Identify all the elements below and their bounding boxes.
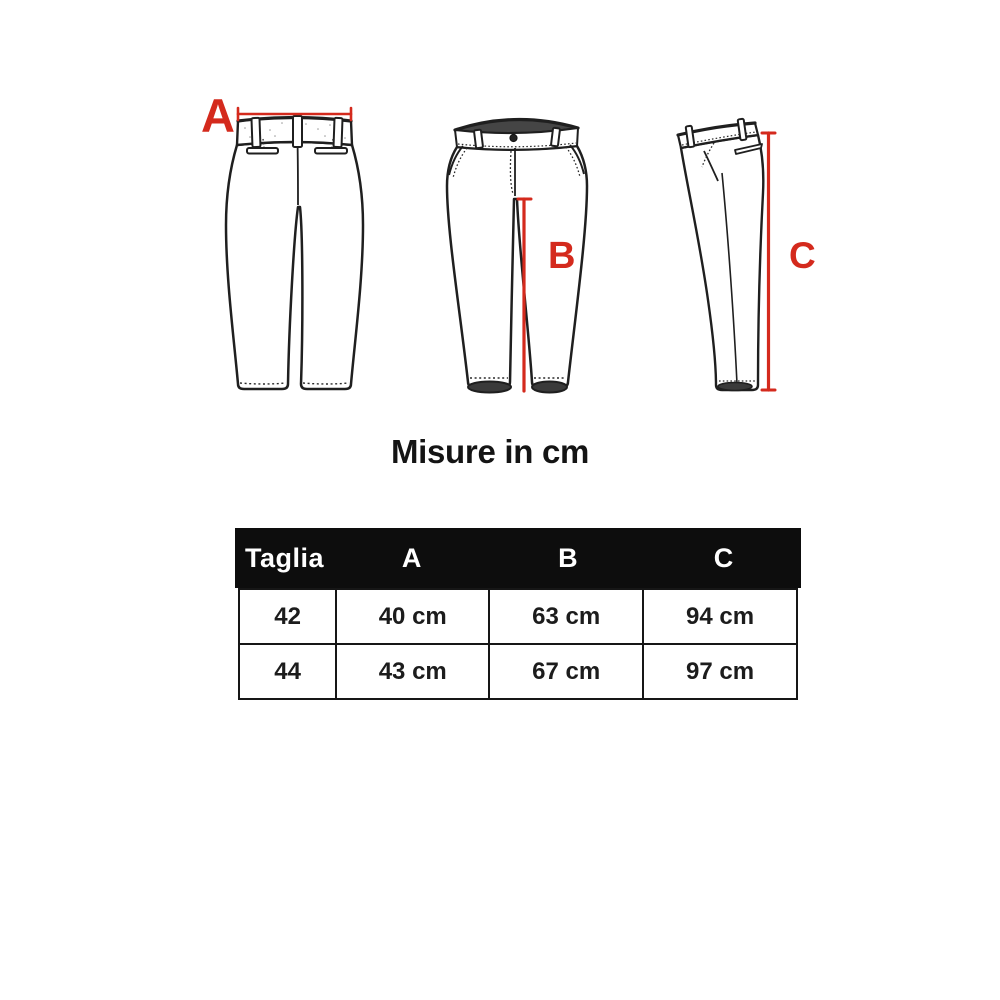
header-cell-taglia: Taglia — [245, 542, 325, 573]
cell-size: 44 — [240, 645, 337, 698]
cell-measure-a: 40 cm — [337, 590, 490, 643]
hem-openings — [468, 382, 567, 393]
cell-measure-a: 43 cm — [337, 645, 490, 698]
table-row-size-44 — [240, 645, 796, 698]
header-cell-a: A — [401, 542, 422, 573]
size-table-header — [235, 528, 801, 588]
pants-front-view-diagram — [435, 95, 635, 405]
measure-label-a: A — [201, 89, 235, 142]
header-cell-b: B — [558, 542, 579, 573]
header-cell-c: C — [713, 542, 734, 573]
measure-label-b: B — [548, 235, 576, 277]
page-title: Misure in cm — [390, 433, 590, 470]
size-table — [238, 528, 798, 700]
measure-label-c: C — [789, 235, 816, 276]
cell-measure-b: 63 cm — [490, 590, 644, 643]
hem-opening — [718, 383, 752, 391]
size-table-body — [238, 588, 798, 700]
cell-size: 42 — [240, 590, 337, 643]
cell-measure-c: 94 cm — [686, 602, 755, 630]
waist-button — [510, 134, 517, 141]
cell-measure-b: 67 cm — [490, 645, 644, 698]
cell-measure-c: 97 cm — [686, 657, 755, 685]
table-row-size-42 — [240, 590, 796, 645]
